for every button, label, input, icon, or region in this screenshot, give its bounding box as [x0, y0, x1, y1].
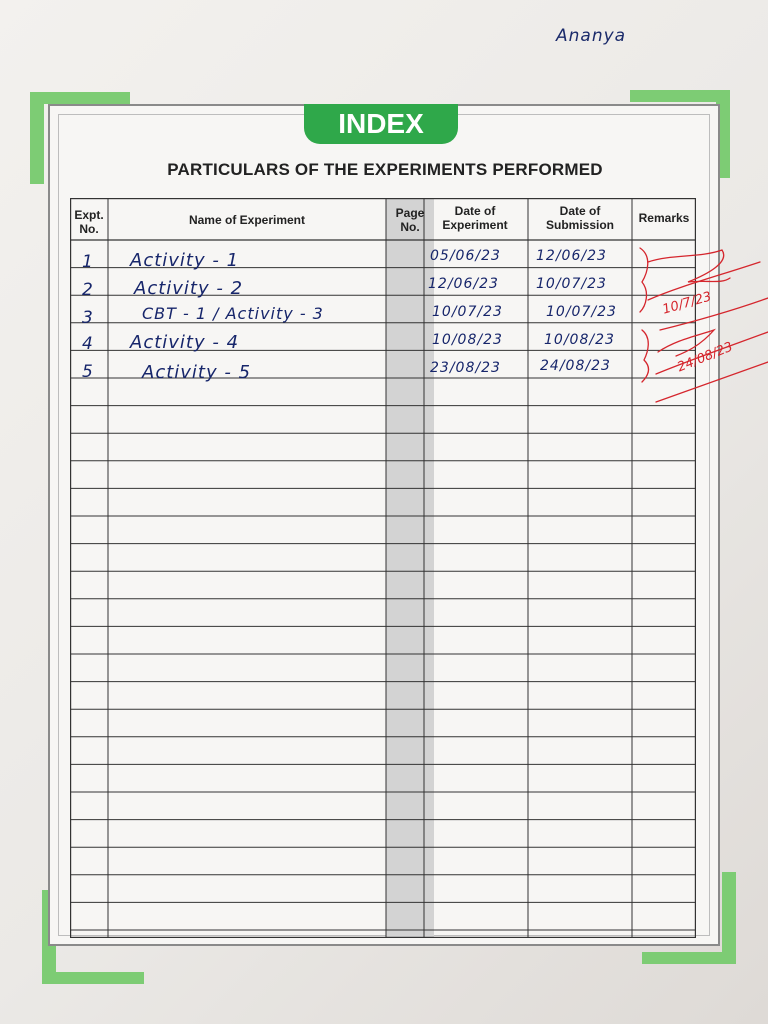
entry-3-name: CBT - 1 / Activity - 3	[142, 304, 324, 323]
entry-4-date-experiment: 10/08/23	[432, 332, 503, 348]
entry-1-date-experiment: 05/06/23	[430, 248, 501, 264]
entry-3-date-submission: 10/07/23	[546, 304, 617, 320]
entry-4-number: 4	[82, 334, 93, 354]
entry-1-name: Activity - 1	[130, 250, 240, 271]
entry-5-date-experiment: 23/08/23	[430, 360, 501, 376]
remark-date-2: 24/08/23	[675, 339, 736, 376]
entry-1-date-submission: 12/06/23	[536, 248, 607, 264]
header-name-of-experiment: Name of Experiment	[188, 213, 306, 227]
header-date-of-experiment: Date of Experiment	[442, 204, 508, 232]
header-date-of-submission: Date of Submission	[545, 204, 614, 232]
header-page-no: Page No.	[395, 206, 425, 234]
entry-4-date-submission: 10/08/23	[544, 332, 615, 348]
header-expt-no: Expt. No.	[74, 208, 104, 236]
owner-name: Ananya	[556, 26, 627, 46]
entry-5-date-submission: 24/08/23	[540, 358, 611, 374]
entry-5-name: Activity - 5	[142, 362, 252, 383]
entry-1-number: 1	[82, 252, 93, 272]
entry-2-name: Activity - 2	[134, 278, 244, 299]
entry-2-date-experiment: 12/06/23	[428, 276, 499, 292]
entry-5-number: 5	[82, 362, 93, 382]
entry-3-number: 3	[82, 308, 93, 328]
entry-3-date-experiment: 10/07/23	[432, 304, 503, 320]
remark-date-1: 10/7/23	[660, 289, 714, 318]
entry-2-date-submission: 10/07/23	[536, 276, 607, 292]
header-remarks: Remarks	[638, 211, 690, 225]
entry-2-number: 2	[82, 280, 93, 300]
entry-4-name: Activity - 4	[130, 332, 240, 353]
page-no-column-shade	[386, 198, 434, 938]
index-title: INDEX	[304, 104, 458, 144]
page-subtitle: PARTICULARS OF THE EXPERIMENTS PERFORMED	[167, 160, 603, 179]
experiments-table	[70, 198, 696, 938]
